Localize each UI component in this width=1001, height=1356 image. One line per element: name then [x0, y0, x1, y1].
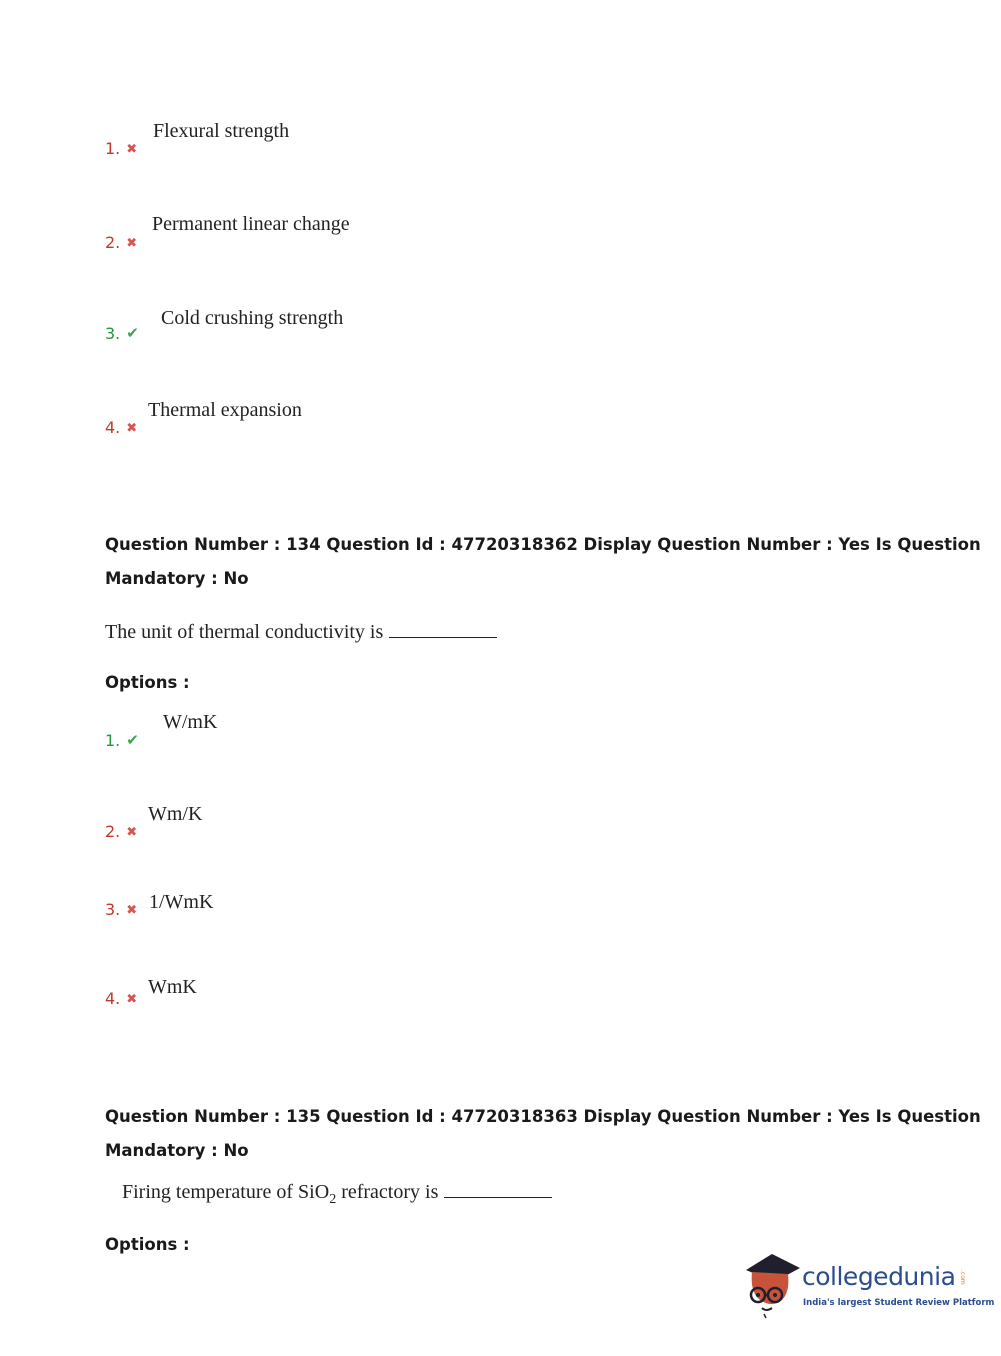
options-label: Options :: [105, 673, 190, 692]
check-mark-icon: ✔: [126, 324, 139, 342]
option-number: 4. ✖: [105, 989, 138, 1008]
option-text: Wm/K: [148, 803, 203, 825]
options-label: Options :: [105, 1235, 190, 1254]
option-text: W/mK: [163, 711, 218, 733]
option-text: Cold crushing strength: [161, 307, 344, 329]
question-header: Question Number : 134 Question Id : 47720318362 Display Question Number : Yes Is Question: [105, 535, 981, 554]
option-number: 3. ✔: [105, 324, 139, 343]
wrong-mark-icon: ✖: [126, 236, 138, 251]
option-text: 1/WmK: [149, 891, 214, 913]
option-text: Flexural strength: [153, 120, 290, 142]
option-number: 2. ✖: [105, 822, 138, 841]
option-text: Permanent linear change: [152, 213, 350, 235]
logo-wordmark: collegedunia: [802, 1262, 956, 1291]
option-number: 3. ✖: [105, 900, 138, 919]
wrong-mark-icon: ✖: [126, 421, 138, 436]
question-header-mandatory: Mandatory : No: [105, 569, 249, 588]
question-header: Question Number : 135 Question Id : 47720318363 Display Question Number : Yes Is Question: [105, 1107, 981, 1126]
option-text: WmK: [148, 976, 197, 998]
wrong-mark-icon: ✖: [126, 903, 138, 918]
option-number: 4. ✖: [105, 418, 138, 437]
wrong-mark-icon: ✖: [126, 142, 138, 157]
question-text: The unit of thermal conductivity is: [105, 621, 497, 644]
question-text: Firing temperature of SiO$_2$ refractory is: [122, 1181, 552, 1208]
answer-blank: [389, 623, 497, 638]
option-number: 2. ✖: [105, 233, 138, 252]
logo-tagline: India's largest Student Review Platform: [803, 1298, 995, 1308]
check-mark-icon: ✔: [126, 731, 139, 749]
option-text: Thermal expansion: [148, 399, 302, 421]
logo-suffix: .com: [959, 1270, 966, 1285]
question-header-mandatory: Mandatory : No: [105, 1141, 249, 1160]
wrong-mark-icon: ✖: [126, 825, 138, 840]
collegedunia-logo: [742, 1248, 995, 1320]
answer-blank: [444, 1183, 552, 1198]
option-number: 1. ✔: [105, 731, 139, 750]
wrong-mark-icon: ✖: [126, 992, 138, 1007]
option-number: 1. ✖: [105, 139, 138, 158]
mascot-icon: [742, 1248, 804, 1320]
